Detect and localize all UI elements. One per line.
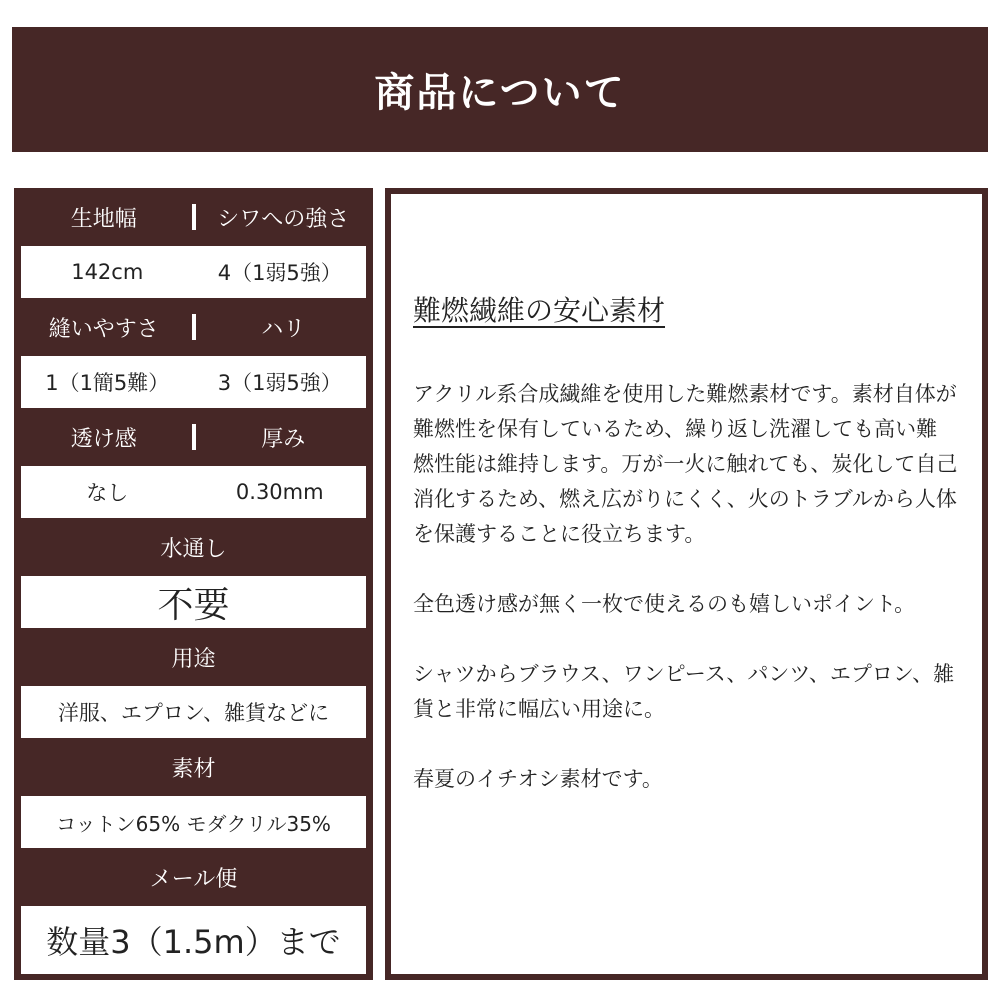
- soaking-value: 不要: [157, 584, 230, 626]
- sewability-value: 1（1簡5難）: [45, 371, 170, 395]
- transparency-label: 透け感: [70, 426, 137, 452]
- divider: [192, 204, 196, 230]
- divider: [192, 424, 196, 450]
- spec-value-row-2: [21, 356, 366, 408]
- thickness-label: 厚み: [261, 426, 306, 452]
- wrinkle-resistance-label: シワへの強さ: [217, 206, 350, 232]
- mail-row: [21, 906, 366, 974]
- description-paragraph: 春夏のイチオシ素材です。: [413, 767, 663, 791]
- mail-label: メール便: [149, 866, 238, 892]
- material-label: 素材: [171, 756, 216, 782]
- mail-header: [14, 848, 373, 906]
- soaking-label: 水通し: [160, 536, 227, 562]
- section-header: [12, 27, 988, 152]
- fabric-width-label: 生地幅: [70, 206, 137, 232]
- description-title: 難燃繊維の安心素材: [413, 294, 666, 327]
- description-paragraph: 全色透け感が無く一枚で使えるのも嬉しいポイント。: [413, 592, 916, 616]
- divider: [192, 314, 196, 340]
- soaking-header: [14, 518, 373, 576]
- stiffness-label: ハリ: [261, 316, 306, 342]
- description-content: [391, 194, 982, 974]
- usage-label: 用途: [171, 646, 216, 672]
- description-paragraph: シャツからブラウス、ワンピース、パンツ、エプロン、雑貨と非常に幅広い用途に。: [413, 662, 955, 721]
- usage-row: [21, 686, 366, 738]
- material-value: コットン65% モダクリル35%: [56, 811, 331, 836]
- spec-header-row-2: [14, 298, 373, 356]
- usage-header: [14, 628, 373, 686]
- spec-header-row-1: [14, 188, 373, 246]
- sewability-label: 縫いやすさ: [48, 316, 159, 342]
- spec-header-row-3: [14, 408, 373, 466]
- fabric-width-value: 142cm: [71, 260, 144, 284]
- stiffness-value: 3（1弱5強）: [217, 371, 342, 395]
- wrinkle-resistance-value: 4（1弱5強）: [217, 261, 342, 285]
- material-header: [14, 738, 373, 796]
- section-title: 商品について: [374, 70, 626, 116]
- spec-table: [14, 188, 373, 980]
- spec-value-row-1: [21, 246, 366, 298]
- material-row: [21, 796, 366, 848]
- thickness-value: 0.30mm: [235, 480, 324, 504]
- soaking-row: [21, 576, 366, 628]
- transparency-value: なし: [86, 481, 129, 505]
- usage-value: 洋服、エプロン、雑貨などに: [57, 701, 330, 725]
- description-paragraph: アクリル系合成繊維を使用した難燃素材です。素材自体が難燃性を保有しているため、繰り返し洗濯しても高い難燃性能は維持します。万が一火に触れても、炭化して自己消化するため、燃え広がりにくく、火のトラブルから人体を保護することに役立ちます。: [413, 382, 958, 546]
- spec-value-row-3: [21, 466, 366, 518]
- mail-value: 数量3（1.5m）まで: [46, 923, 341, 961]
- description-panel: [385, 188, 988, 980]
